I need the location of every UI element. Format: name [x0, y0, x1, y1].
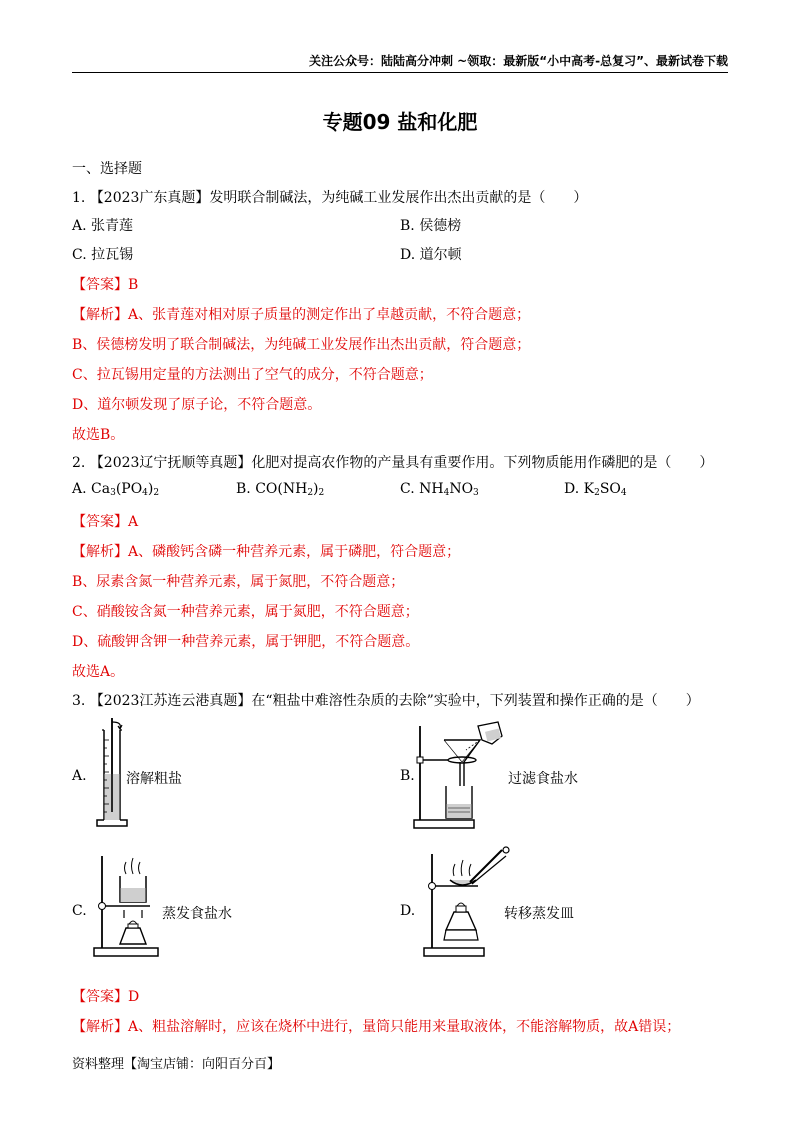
- evaporating-dish-transfer-figure: [420, 846, 512, 958]
- q1-option-d: D. 道尔顿: [400, 247, 462, 263]
- q1-option-c: C. 拉瓦锡: [72, 247, 134, 263]
- q1-option-a: A. 张青莲: [72, 218, 134, 234]
- page-header: 关注公众号：陆陆高分冲刺 ~领取：最新版“小中高考-总复习”、最新试卷下载: [309, 54, 728, 68]
- q1-analysis-d: D、道尔顿发现了原子论，不符合题意。: [72, 397, 322, 413]
- q1-conclusion: 故选B。: [72, 427, 125, 443]
- q3-option-d-letter: D.: [400, 903, 416, 919]
- q3-option-a-label: 溶解粗盐: [126, 771, 182, 787]
- filtration-apparatus-figure: [408, 720, 508, 832]
- evaporation-beaker-figure: [90, 854, 166, 958]
- header-rule: [72, 72, 728, 73]
- q3-stem: 3. 【2023江苏连云港真题】在“粗盐中难溶性杂质的去除”实验中，下列装置和操作正确的是（ ）: [72, 693, 700, 709]
- q2-option-c: C. $NH_4NO_3$: [400, 481, 479, 498]
- q3-option-d-label: 转移蒸发皿: [504, 906, 574, 922]
- q2-analysis-a: 【解析】A、磷酸钙含磷一种营养元素，属于磷肥，符合题意；: [72, 544, 461, 560]
- q3-option-c-letter: C.: [72, 903, 87, 919]
- q2-option-d: D. $K_2SO_4$: [564, 481, 627, 498]
- q2-answer: 【答案】A: [72, 514, 139, 530]
- q3-option-a-letter: A.: [72, 768, 87, 784]
- q2-stem: 2. 【2023辽宁抚顺等真题】化肥对提高农作物的产量具有重要作用。下列物质能用作磷肥的是（ ）: [72, 455, 714, 471]
- q3-answer: 【答案】D: [72, 989, 140, 1005]
- q3-option-b-letter: B.: [400, 768, 415, 784]
- q2-option-b: B. $CO(NH_2)_2$: [236, 481, 325, 498]
- q1-option-b: B. 侯德榜: [400, 218, 462, 234]
- q2-analysis-b: B、尿素含氮一种营养元素，属于氮肥，不符合题意；: [72, 574, 405, 590]
- q2-conclusion: 故选A。: [72, 664, 125, 680]
- q1-analysis-b: B、侯德榜发明了联合制碱法，为纯碱工业发展作出杰出贡献，符合题意；: [72, 337, 531, 353]
- q1-analysis-c: C、拉瓦锡用定量的方法测出了空气的成分，不符合题意；: [72, 367, 433, 383]
- section-heading: 一、选择题: [72, 161, 142, 177]
- q3-option-c-label: 蒸发食盐水: [162, 906, 232, 922]
- q3-option-b-label: 过滤食盐水: [508, 771, 578, 787]
- q2-option-a: A. $Ca_3(PO_4)_2$: [72, 481, 160, 498]
- q2-analysis-d: D、硫酸钾含钾一种营养元素，属于钾肥，不符合题意。: [72, 634, 420, 650]
- q1-answer: 【答案】B: [72, 277, 139, 293]
- page-footer: 资料整理【淘宝店铺：向阳百分百】: [72, 1057, 281, 1072]
- q1-stem: 1. 【2023广东真题】发明联合制碱法，为纯碱工业发展作出杰出贡献的是（ ）: [72, 190, 588, 206]
- q1-analysis-a: 【解析】A、张青莲对相对原子质量的测定作出了卓越贡献，不符合题意；: [72, 307, 531, 323]
- page-title: 专题09 盐和化肥: [322, 110, 478, 134]
- q2-analysis-c: C、硝酸铵含氮一种营养元素，属于氮肥，不符合题意；: [72, 604, 419, 620]
- q3-analysis-a: 【解析】A、粗盐溶解时，应该在烧杯中进行，量筒只能用来量取液体，不能溶解物质，故A错误；: [72, 1019, 681, 1035]
